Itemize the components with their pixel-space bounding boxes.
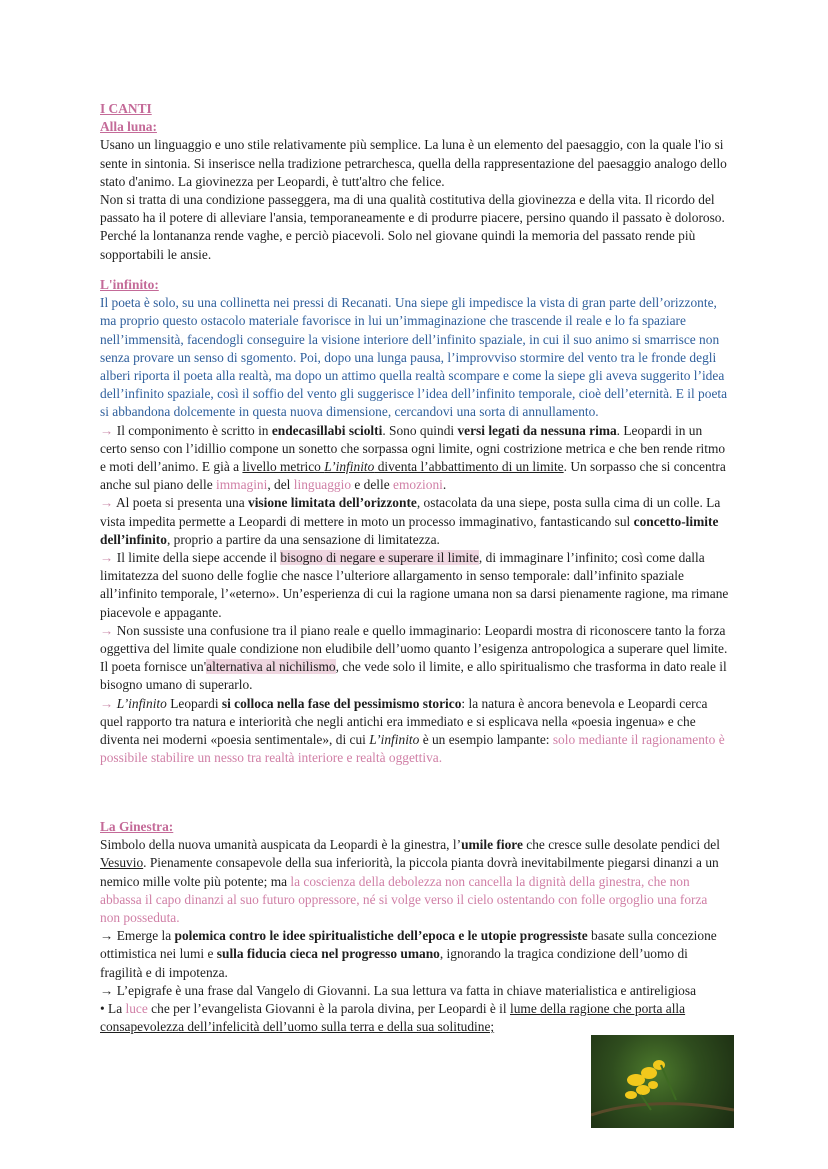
section-ginestra [100,818,730,1036]
text-segment: → [100,622,117,638]
text-segment: concetto-limite dell’infinito [100,513,719,547]
text-segment: , proprio a partire da una sensazione di limitatezza. [166,531,440,547]
text-segment: versi legati da nessuna rima [457,422,617,438]
text-segment: sulla fiducia cieca nel progresso umano [216,946,440,962]
paragraph [100,622,730,695]
text-segment: Al poeta si presenta una [116,495,249,511]
text-segment: . Pienamente consapevole della sua inferiorità, la piccola pianta dovrà inevitabilmente piegarsi dinanzi a un nemico mille volte più potente; ma [100,855,719,889]
section-infinito [100,276,730,767]
text-segment: → [100,550,117,566]
paragraph [100,927,730,982]
text-segment: luce [125,1001,148,1017]
text-segment: bisogno di negare e superare il limite [280,550,479,566]
text-segment: Il poeta è solo, su una collinetta nei pressi di Recanati. Una siepe gli impedisce la vista di gran parte dell’orizzonte, ma proprio questo ostacolo materiale favorisce in lui un’immaginazione che trascende il reale e lo fa spaziare nell’immensità, facendogli conseguire la visione interiore dell’infinito spaziale, in cui il suo animo si smarrisce non senza provare un senso di sgomento. Poi, dopo una lunga pausa, l’improvviso stormire del vento tra le fronde degli alberi riporta il poeta alla realtà, ma dopo un attimo quella realtà scompare e come la siepe gli aveva suggerito l’idea dell’infinito spaziale, così il soffio del vento gli suggerisce l’idea dell’infinito temporale, cioè dell’eternità. E il poeta si abbandona dolcemente in questa nuova dimensione, cercandovi una sorta di annullamento. [100,295,728,420]
paragraph [100,136,730,191]
ginestra-flower-photo [591,1035,734,1128]
text-segment: , ignorando la tragica condizione dell’uomo di fragilità e di impotenza. [100,946,688,980]
section-heading-infinito: L'infinito: [100,277,159,292]
section-alla-luna [100,100,730,264]
text-segment: solo mediante il ragionamento è possibile stabilire un nesso tra realtà interiore e realtà oggettiva. [100,732,725,766]
text-segment: L’infinito [324,459,375,475]
text-segment: • La [100,1001,126,1017]
text-segment: immagini [216,477,268,493]
text-segment: endecasillabi sciolti [271,422,383,438]
text-segment: lume della ragione che porta alla consapevolezza dell’infelicità dell’uomo sulla terra e della sua solitudine; [100,1001,686,1035]
text-segment: visione limitata dell’orizzonte [248,495,417,511]
text-segment: umile fiore [461,837,523,853]
paragraph [100,836,730,927]
text-segment: polemica contro le idee spiritualistiche dell’epoca e le utopie progressiste [174,928,588,944]
text-segment: Vesuvio [100,855,144,871]
text-segment: . Sono quindi [382,422,458,438]
text-segment: → [100,422,117,438]
text-segment: . [442,477,447,493]
paragraph [100,549,730,622]
text-segment: Il componimento è scritto in [116,422,272,438]
paragraph [100,191,730,264]
text-segment: . Leopardi in un certo senso con l’idillio compone un sonetto che sorpassa ogni limite, ogni costrizione metrica e che ben rende ritmo e moti dell’animo. E già a [100,422,726,475]
text-segment: , di immaginare l’infinito; così come dalla limitatezza del suono delle foglie che nasce l’ulteriore allargamento in senso temporale: dall’infinito spaziale all’infinito temporale, l’«eterno». Un’esperienza di cui la ragione umana non sa darsi pienamente ragione, ma rimane piacevole e appagante. [100,550,729,620]
text-segment: livello metrico [242,459,325,475]
text-segment: Leopardi [166,695,222,711]
text-segment: che cresce sulle desolate pendici del [522,837,720,853]
text-segment: basate sulla concezione ottimistica nei lumi e [100,928,717,962]
paragraph [100,294,730,421]
paragraph [100,982,730,1000]
paragraph [100,1000,730,1036]
text-segment: , del [267,477,294,493]
text-segment: → [100,495,116,511]
text-segment: → [100,695,117,711]
text-segment: . Un sorpasso che si concentra anche sul piano delle [100,459,726,493]
text-segment: linguaggio [293,477,352,493]
text-segment: , che vede solo il limite, e allo spiritualismo che trasforma in dato reale il bisogno umano di superarlo. [100,659,727,693]
text-segment: L’infinito [116,695,167,711]
text-segment: diventa l’abbattimento di un limite [374,459,564,475]
text-segment: emozioni [393,477,443,493]
text-segment: è un esempio lampante: [419,732,553,748]
text-segment: che per l’evangelista Giovanni è la parola divina, per Leopardi è il [147,1001,510,1017]
text-segment: Non si tratta di una condizione passeggera, ma di una qualità costitutiva della giovinezza e della vita. Il ricordo del passato ha il potere di alleviare l'ansia, temporaneamente e di produrre piacere, persino quando il passato è doloroso. Perché la lontananza rende vaghe, e perciò piacevoli. Solo nel giovane quindi la memoria del passato rende più sopportabili le ansie. [100,192,725,262]
section-heading-alla-luna: Alla luna: [100,119,157,135]
paragraph [100,422,730,495]
paragraph [100,494,730,549]
paragraph [100,695,730,768]
text-segment: → L’epigrafe è una frase dal Vangelo di Giovanni. La sua lettura va fatta in chiave materialistica e antireligiosa [100,982,697,998]
text-segment: alternativa al nichilismo [206,659,336,675]
text-segment: L’infinito [369,732,420,748]
text-segment: si colloca nella fase del pessimismo storico [221,695,462,711]
text-segment: , ostacolata da una siepe, posta sulla cima di un colle. La vista impedita permette a Leopardi di mettere in moto un processo immaginativo, fantasticando sul [100,495,721,529]
section-heading-ginestra: La Ginestra: [100,819,174,834]
text-segment: Simbolo della nuova umanità auspicata da Leopardi è la ginestra, l’ [100,837,462,853]
text-segment: la coscienza della debolezza non cancella la dignità della ginestra, che non abbassa il capo dinanzi al suo futuro oppressore, né si volge verso il cielo ostentando con folle orgoglio una forza non posseduta. [100,873,708,926]
text-segment: : la natura è ancora benevola e Leopardi cerca quel rapporto tra natura e interiorità che negli antichi era immediato e si esplicava nella «poesia ingenua» e che diventa nei moderni «poesia sentimentale», di cui [100,695,708,748]
text-segment: e delle [351,477,394,493]
text-segment: → Emerge la [100,928,175,944]
text-segment: Usano un linguaggio e uno stile relativamente più semplice. La luna è un elemento del paesaggio, con la quale l'io si sente in sintonia. Si inserisce nella tradizione petrarchesca, quella della rappresentazione del paesaggio analogo dello stato d'animo. La giovinezza per Leopardi, è tutt'altro che felice. [100,137,727,189]
text-segment: Non sussiste una confusione tra il piano reale e quello immaginario: Leopardi mostra di riconoscere tanto la forza oggettiva del limite quale condizione non eludibile dell’uomo quanto l’esigenza antropologica a superare quel limite. Il poeta fornisce un' [100,622,728,675]
document-title: I CANTI [100,101,152,116]
text-segment: Il limite della siepe accende il [116,550,281,566]
